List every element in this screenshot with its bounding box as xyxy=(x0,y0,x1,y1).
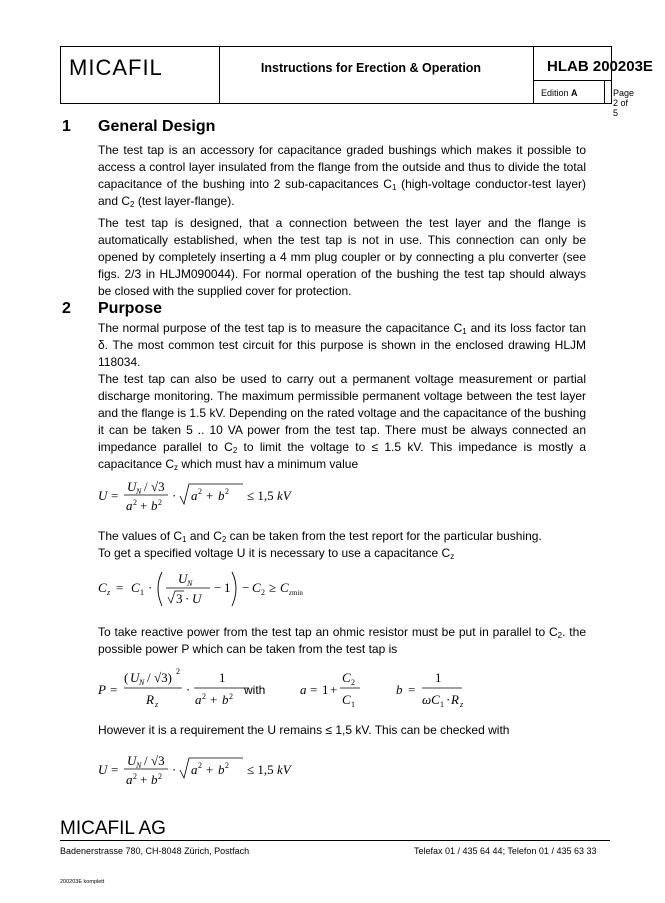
section-2-title: Purpose xyxy=(98,300,163,317)
requirement-paragraph xyxy=(98,722,586,739)
svg-text:=: = xyxy=(408,682,416,697)
header-divider xyxy=(604,80,605,103)
paragraph: However it is a requirement the U remains ≤ 1,5 kV. This can be checked with xyxy=(98,723,510,737)
svg-text:√3: √3 xyxy=(151,479,165,494)
svg-text:z: z xyxy=(289,589,292,597)
micafil-logo: MICAFIL xyxy=(69,55,163,80)
svg-text:a: a xyxy=(191,488,198,503)
svg-text:N: N xyxy=(139,678,145,687)
paragraph: To get a specified voltage U it is necessary to use a capacitance $C_z$ xyxy=(98,546,455,561)
formula-capacitance xyxy=(96,564,303,614)
svg-text:1: 1 xyxy=(219,670,226,685)
svg-text:2: 2 xyxy=(133,772,137,781)
svg-text:2: 2 xyxy=(229,692,233,701)
svg-text:z: z xyxy=(460,700,464,709)
svg-text:N: N xyxy=(136,761,142,770)
svg-text:=: = xyxy=(310,682,318,697)
svg-text:+: + xyxy=(140,498,148,513)
svg-text:b: b xyxy=(218,762,225,777)
svg-text:1: 1 xyxy=(322,682,329,697)
svg-text:1: 1 xyxy=(140,588,144,597)
svg-text:2: 2 xyxy=(351,678,355,687)
footer-file-note: 200203E komplett xyxy=(60,879,105,885)
svg-text:1: 1 xyxy=(440,700,444,709)
svg-text:2: 2 xyxy=(176,667,180,676)
section-1-body xyxy=(98,142,586,305)
svg-text:/: / xyxy=(147,670,151,685)
svg-text:b: b xyxy=(151,498,158,513)
paragraph: The normal purpose of the test tap is to measure the capacitance $C_1$ and its loss factor tan δ. The most common test circuit for this purpose is shown in the enclosed drawing HLJM 118034. xyxy=(98,321,586,369)
svg-text:2: 2 xyxy=(198,487,202,496)
svg-text:=: = xyxy=(116,580,124,595)
svg-text:kV: kV xyxy=(277,488,291,503)
svg-text:U: U xyxy=(127,479,137,494)
svg-text:·: · xyxy=(446,692,451,707)
paragraph: To take reactive power from the test tap an ohmic resistor must be put in parallel to $C_2$. the possible power P which can be taken from the test tap is xyxy=(98,625,586,656)
svg-text:2: 2 xyxy=(158,772,162,781)
svg-text:U: U xyxy=(98,762,108,777)
svg-text:/: / xyxy=(144,753,148,768)
svg-text:·: · xyxy=(148,580,153,595)
reactive-power-paragraph xyxy=(98,624,586,658)
svg-text:b: b xyxy=(222,692,229,707)
svg-text:a: a xyxy=(126,498,133,513)
svg-text:C: C xyxy=(98,580,107,595)
svg-text:C: C xyxy=(342,692,351,707)
svg-text:·: · xyxy=(172,762,177,777)
with-label: with xyxy=(244,683,266,697)
svg-text:z: z xyxy=(107,588,111,597)
svg-text:N: N xyxy=(136,487,142,496)
svg-text:≤ 1,5: ≤ 1,5 xyxy=(247,762,274,777)
page-number: Page 2 of 5 xyxy=(613,88,635,118)
svg-text:+: + xyxy=(140,772,148,787)
svg-text:a: a xyxy=(195,692,202,707)
svg-text:R: R xyxy=(451,692,459,707)
svg-text:2: 2 xyxy=(225,487,229,496)
svg-text:−: − xyxy=(242,580,250,595)
formula-check-voltage xyxy=(96,748,296,792)
svg-text:3: 3 xyxy=(176,591,183,606)
section-1-title: General Design xyxy=(98,118,216,135)
document-number: HLAB 200203E xyxy=(547,58,653,75)
svg-text:+: + xyxy=(330,682,338,697)
svg-text:b: b xyxy=(396,682,403,697)
section-2-number: 2 xyxy=(62,300,71,317)
svg-text:C: C xyxy=(252,580,261,595)
footer-company: MICAFIL AG xyxy=(60,818,166,839)
svg-text:(: ( xyxy=(124,670,129,685)
svg-text:·: · xyxy=(186,682,191,697)
svg-text:1: 1 xyxy=(224,580,231,595)
header-divider xyxy=(533,80,611,81)
document-header xyxy=(60,46,653,118)
svg-text:R: R xyxy=(146,692,154,707)
header-divider xyxy=(533,47,534,103)
svg-text:1: 1 xyxy=(435,670,442,685)
svg-text:+: + xyxy=(210,692,218,707)
svg-text:b: b xyxy=(218,488,225,503)
formula-max-voltage xyxy=(96,474,296,518)
svg-text:1: 1 xyxy=(351,700,355,709)
svg-text:U: U xyxy=(127,753,137,768)
svg-text:+: + xyxy=(206,488,214,503)
footer-phone: Telefax 01 / 435 64 44; Telefon 01 / 435 63 33 xyxy=(414,846,597,856)
svg-text:U: U xyxy=(130,670,140,685)
svg-text:≥: ≥ xyxy=(269,580,277,595)
svg-text:kV: kV xyxy=(277,762,291,777)
svg-text:C: C xyxy=(131,580,140,595)
svg-text:b: b xyxy=(151,772,158,787)
svg-text:z: z xyxy=(155,700,159,709)
svg-text:U: U xyxy=(178,571,188,586)
svg-text:√3): √3) xyxy=(154,670,172,685)
footer-address: Badenerstrasse 780, CH-8048 Zürich, Postfach xyxy=(60,846,250,856)
svg-text:√3: √3 xyxy=(151,753,165,768)
svg-text:=: = xyxy=(111,762,119,777)
svg-text:2: 2 xyxy=(158,498,162,507)
svg-text:a: a xyxy=(300,682,307,697)
paragraph: The test tap is designed, that a connection between the test layer and the flange is automatically established, when the test tap is not in use. This connection can only be opened by completely inserting a 4 mm plug coupler or by connecting a plu converter (see figs. 2/3 in HLJM090044). For normal operation of the bushing the test tap should always be closed with the supplied cover for protection. xyxy=(98,216,586,298)
svg-text:2: 2 xyxy=(133,498,137,507)
paragraph: The values of $C_1$ and $C_2$ can be taken from the test report for the particular bushing. xyxy=(98,529,542,544)
svg-text:ωC: ωC xyxy=(422,692,440,707)
svg-text:C: C xyxy=(280,580,289,595)
values-paragraph xyxy=(98,528,586,562)
header-divider xyxy=(219,47,220,103)
svg-text:U: U xyxy=(98,488,108,503)
svg-text:·: · xyxy=(185,591,190,606)
svg-text:2: 2 xyxy=(198,761,202,770)
svg-text:=: = xyxy=(110,682,118,697)
svg-text:min: min xyxy=(292,589,303,597)
svg-text:U: U xyxy=(192,591,202,606)
svg-text:a: a xyxy=(191,762,198,777)
formula-ab-definitions xyxy=(298,664,468,714)
svg-text:a: a xyxy=(126,772,133,787)
section-2-body xyxy=(98,320,586,473)
svg-text:/: / xyxy=(144,479,148,494)
section-1-number: 1 xyxy=(62,118,71,135)
footer-divider xyxy=(60,840,610,841)
svg-text:P: P xyxy=(98,682,106,697)
svg-text:2: 2 xyxy=(261,588,265,597)
svg-text:2: 2 xyxy=(202,692,206,701)
edition: Edition A xyxy=(541,88,578,98)
paragraph: The test tap can also be used to carry out a permanent voltage measurement or partial discharge monitoring. The maximum permissible permanent voltage between the test layer and the flange is 1.5 kV. Depending on the rated voltage and the capacitance of the bushing it can be taken 5 .. 10 VA power from the test tap. There must be always connected an impedance parallel to $C_2$ to limit the voltage to ≤ 1.5 kV. This impedance is mostly a capacitance $C_z$ which must hav a minimum value xyxy=(98,372,587,472)
svg-text:N: N xyxy=(187,579,193,588)
svg-text:·: · xyxy=(172,488,177,503)
paragraph: The test tap is an accessory for capacitance graded bushings which makes it possible to access a control layer insulated from the flange from the outside and thus to divide the total capacitance of the bushing into 2 sub-capacitances $C_1$ (high-voltage conductor-test layer) and $C_2$ (test layer-flange). xyxy=(98,143,586,209)
header-title: Instructions for Erection & Operation xyxy=(260,61,482,75)
svg-text:≤ 1,5: ≤ 1,5 xyxy=(247,488,274,503)
svg-text:+: + xyxy=(206,762,214,777)
svg-text:2: 2 xyxy=(225,761,229,770)
svg-text:=: = xyxy=(111,488,119,503)
svg-text:C: C xyxy=(342,670,351,685)
svg-text:−: − xyxy=(214,580,222,595)
